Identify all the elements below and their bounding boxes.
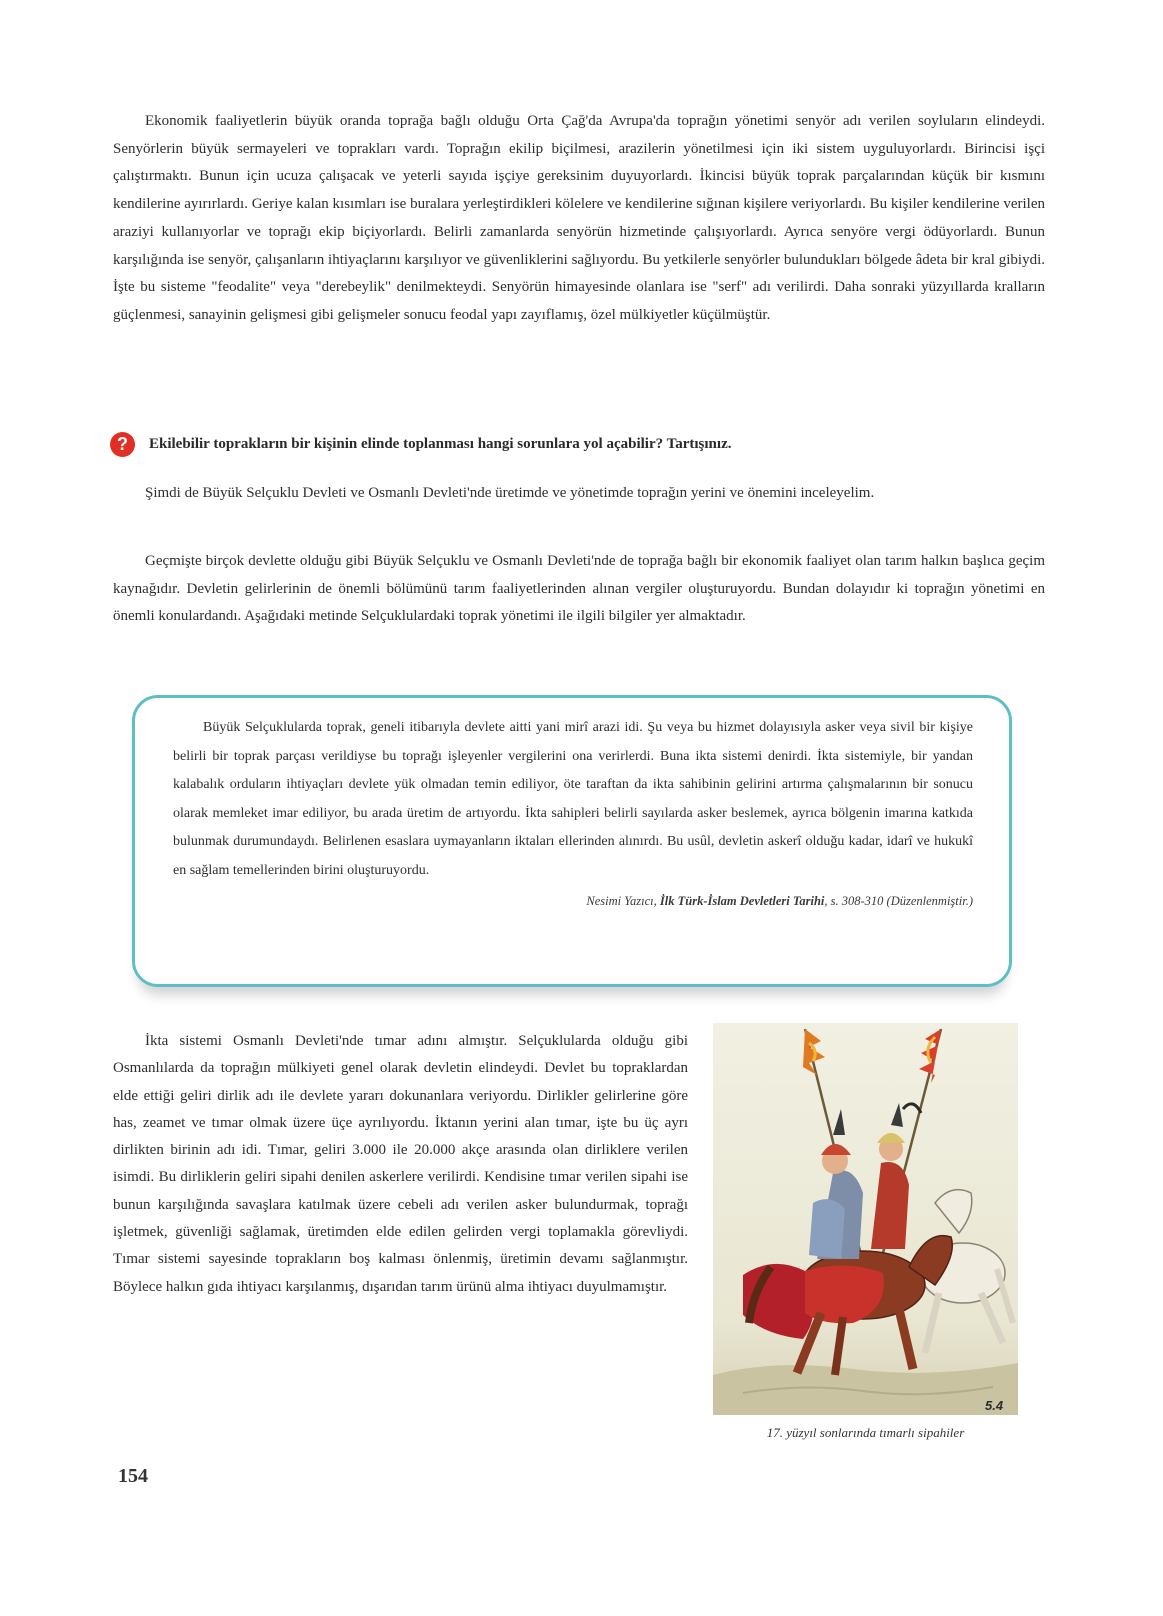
figure-caption: 17. yüzyıl sonlarında tımarlı sipahiler bbox=[766, 1425, 965, 1440]
discussion-question bbox=[110, 428, 1050, 460]
quote-source-title: İlk Türk-İslam Devletleri Tarihi bbox=[659, 893, 825, 908]
sipahi-painting bbox=[713, 1023, 1018, 1415]
question-mark-icon: ? bbox=[110, 432, 135, 457]
question-text: Ekilebilir toprakların bir kişinin elinde toplanması hangi sorunlara yol açabilir? Tartışınız. bbox=[149, 435, 732, 452]
quote-source-author: Nesimi Yazıcı, bbox=[586, 893, 660, 908]
sipahi-illustration bbox=[713, 1023, 1018, 1415]
paragraph-intro: Şimdi de Büyük Selçuklu Devleti ve Osmanlı Devleti'nde üretimde ve yönetimde toprağın yerini ve önemini inceleyelim. bbox=[145, 485, 875, 501]
page-number: 154 bbox=[118, 1465, 148, 1487]
quote-source-pages: , s. 308-310 (Düzenlenmiştir.) bbox=[824, 893, 973, 908]
quote-text: Büyük Selçuklularda toprak, geneli itibarıyla devlete aitti yani mirî arazi idi. Şu veya bu hizmet dolayısıyla asker veya sivil bir kişiye belirli bir toprak parçası verildiyse bu toprağı işleyenler vergilerini ona verirlerdi. Buna ikta sistemi denirdi. İkta sistemiyle, bir yandan kalabalık orduların ihtiyaçları devlete yük olmadan temin ediliyor, öte taraftan da ikta sahibinin gelirini artırma çalışmalarının bir sonucu olarak memleket imar ediliyor, bu arada üretim de artıyordu. İkta sahipleri belirli sayılarda asker beslemek, ayrıca bölgenin imarına katkıda bulunmak durumundaydı. Belirlenen esaslara uymayanların iktaları ellerinden alınırdı. Bu usûl, devletin askerî olduğu kadar, idarî ve hukukî en sağlam temellerinden birini oluşturuyordu. bbox=[173, 720, 973, 878]
paragraph-timar: İkta sistemi Osmanlı Devleti'nde tımar adını almıştır. Selçuklularda olduğu gibi Osmanlılarda da toprağın mülkiyeti genel olarak devletin elindeydi. Devlet bu topraklardan elde ettiği geliri dirlik adı ile devlete yararı dokunanlara veriyordu. Dirlikler gelirlerine göre has, zeamet ve tımar olmak üzere üçe ayrılıyordu. İktanın yerini alan tımar, işte bu üç ayrı dirlikten birinin adı idi. Tımar, geliri 3.000 ile 20.000 akçe arasında olan dirliklere verilen isimdi. Bu dirliklerin geliri sipahi denilen askerlere verilirdi. Kendisine tımar verilen sipahi ise bunun karşılığında savaşlara katılmak üzere cebeli adı verilen asker bulundurmak, toprağı işletmek, güvenliği sağlamak, üretimden elde edilen gelirden vergi toplamakla görevliydi. Tımar sistemi sayesinde toprakların boş kalması önlenmiş, üretimin devamı sağlanmıştır. Böylece halkın gıda ihtiyacı karşılanmış, dışarıdan tarım ürünü alma ihtiyacı duyulmamıştır. bbox=[113, 1033, 688, 1295]
paragraph-agriculture: Geçmişte birçok devlette olduğu gibi Büyük Selçuklu ve Osmanlı Devleti'nde de toprağa bağlı bir ekonomik faaliyet olan tarım halkın başlıca geçim kaynağıdır. Devletin gelirlerinin de önemli bölümünü tarım faaliyetlerinden alınan vergiler oluşturuyordu. Bundan dolayıdır ki toprağın yönetimi en önemli konulardandı. Aşağıdaki metinde Selçuklulardaki toprak yönetimi ile ilgili bilgiler yer almaktadır. bbox=[113, 553, 1045, 625]
paragraph-feudalism: Ekonomik faaliyetlerin büyük oranda toprağa bağlı olduğu Orta Çağ'da Avrupa'da toprağın yönetimi senyör adı verilen soyluların elindeydi. Senyörlerin büyük sermayeleri ve toprakları vardı. Toprağın ekilip biçilmesi, arazilerin yönetilmesi için iki sistem uyguluyorlardı. Birincisi işçi çalıştırmaktı. Bunun için ucuza çalışacak ve yeterli sayıda işçiye gereksinim duyuyorlardı. İkincisi büyük toprak parçalarından küçük bir kısmını kendilerine ayırırlardı. Geriye kalan kısımları ise buralara yerleştirdikleri kölelere ve kendilerine sığınan kişilere veriyorlardı. Bu kişiler kendilerine verilen araziyi kullanıyorlar ve toprağı ekip biçiyorlardı. Belirli zamanlarda senyörün hizmetinde çalışıyorlardı. Ayrıca senyöre vergi ödüyorlardı. Bunun karşılığında ise senyör, çalışanların ihtiyaçlarını karşılıyor ve güvenliklerini sağlıyordu. Bu yetkilerle senyörler bulundukları bölgede âdeta bir kral gibiydi. İşte bu sisteme "feodalite" veya "derebeylik" denilmekteydi. Senyörün himayesinde olanlara ise "serf" adı verilirdi. Daha sonraki yüzyıllarda kralların güçlenmesi, sanayinin gelişmesi gibi gelişmeler sonucu feodal yapı zayıflamış, özel mülkiyetler küçülmüştür. bbox=[113, 113, 1045, 323]
figure-number: 5.4 bbox=[985, 1398, 1004, 1413]
quote-source bbox=[173, 894, 973, 909]
reading-quote-box bbox=[132, 695, 1012, 987]
